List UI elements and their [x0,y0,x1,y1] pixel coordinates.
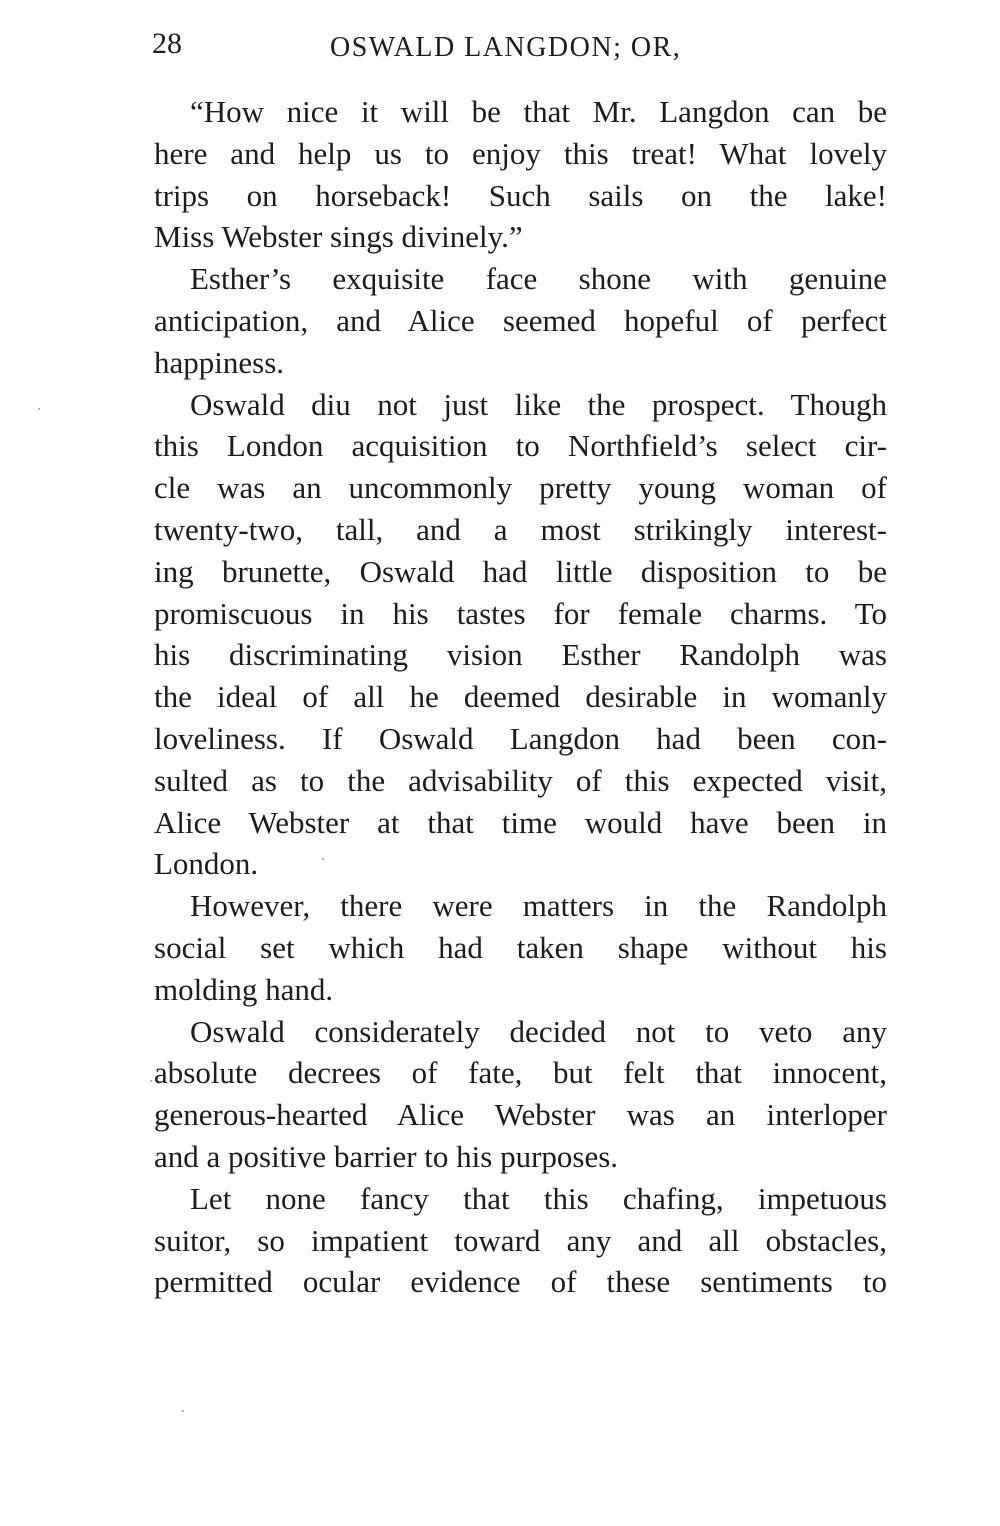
scan-speck [38,408,40,410]
text-line: generous-hearted Alice Webster was an interloper [154,1097,887,1133]
text-line: Alice Webster at that time would have been in [154,804,887,840]
text-line: “How nice it will be that Mr. Langdon can be [190,94,887,129]
text-line: sulted as to the advisability of this expected visit, [154,762,887,798]
text-line: this London acquisition to Northfield’s select cir- [154,428,887,464]
text-line: the ideal of all he deemed desirable in womanly [154,679,887,715]
text-line: Oswald diu not just like the prospect. Though [190,386,887,422]
text-line: Esther’s exquisite face shone with genuine [190,261,887,297]
text-line: anticipation, and Alice seemed hopeful of perfect [154,302,887,338]
text-line: promiscuous in his tastes for female charms. To [154,595,887,631]
body-text [154,91,887,1303]
text-line: here and help us to enjoy this treat! What lovely [154,135,887,171]
text-line: Miss Webster sings divinely.” [154,219,523,255]
text-line: loveliness. If Oswald Langdon had been con- [154,720,887,756]
text-line: his discriminating vision Esther Randolph was [154,637,887,673]
text-line: cle was an uncommonly pretty young woman of [154,470,887,506]
text-line: Oswald considerately decided not to veto any [190,1013,887,1049]
text-line: social set which had taken shape without his [154,929,887,965]
text-line: However, there were matters in the Randolph [190,888,887,924]
text-line: Let none fancy that this chafing, impetuous [190,1180,887,1216]
text-line: suitor, so impatient toward any and all obstacles, [154,1222,887,1258]
scan-speck [150,1080,152,1082]
text-line: absolute decrees of fate, but felt that innocent, [154,1055,887,1091]
page-number: 28 [152,27,182,60]
text-line: happiness. [154,344,285,380]
text-line: ing brunette, Oswald had little disposition to be [154,553,887,589]
text-line: and a positive barrier to his purposes. [154,1138,619,1174]
running-title: OSWALD LANGDON; OR, [330,32,682,63]
text-line: molding hand. [154,971,334,1007]
text-line: permitted ocular evidence of these sentiments to [154,1264,887,1300]
scan-speck [182,1410,184,1412]
text-line: trips on horseback! Such sails on the lake! [154,177,887,213]
text-line: twenty-two, tall, and a most strikingly interest- [154,511,887,547]
scan-speck [322,858,324,860]
text-line: London. [154,846,259,882]
